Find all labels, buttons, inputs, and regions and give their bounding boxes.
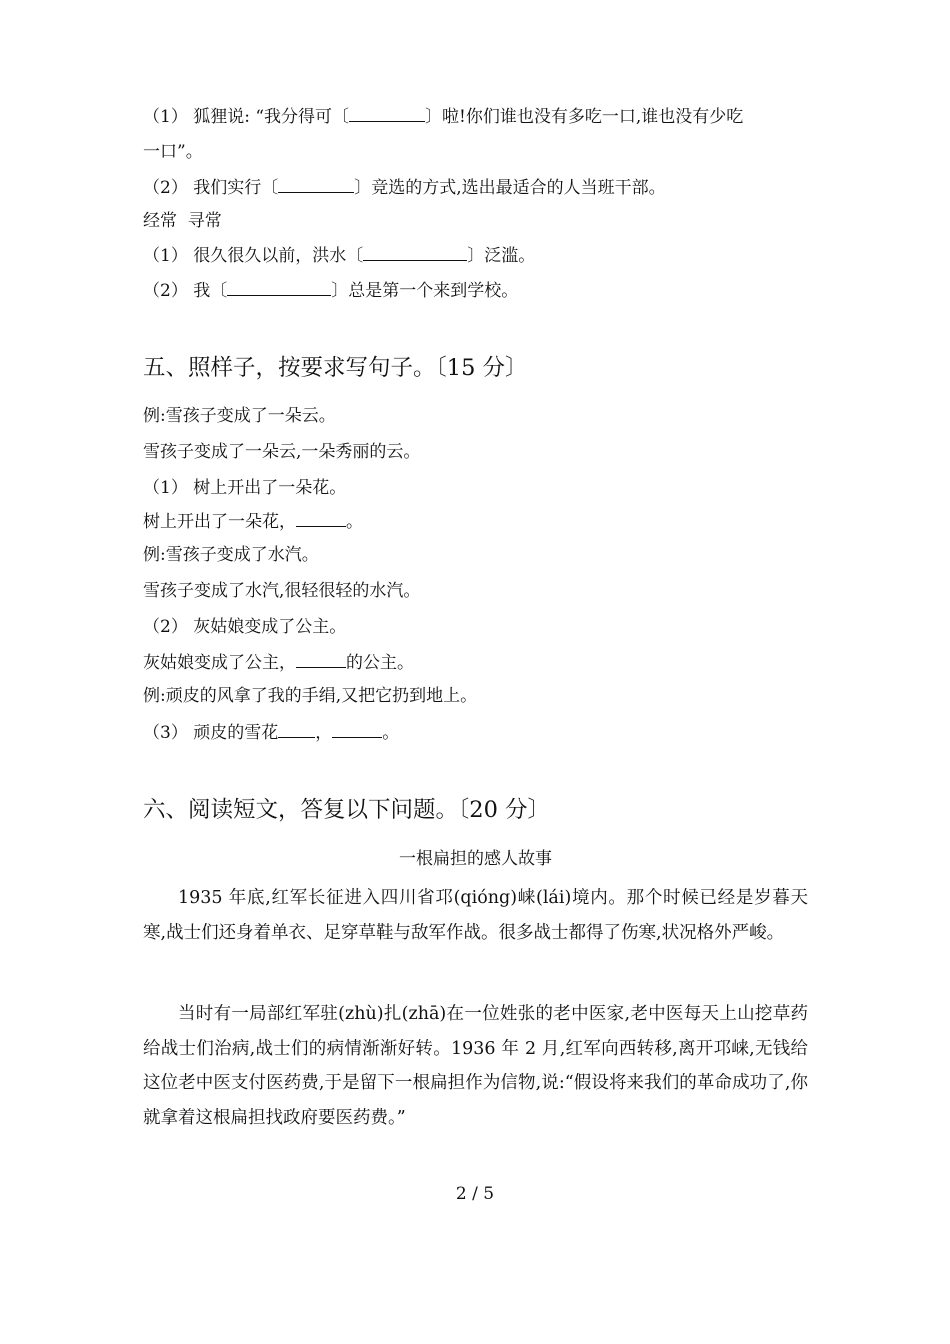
answer-blank[interactable] <box>349 104 425 122</box>
question-text: 。 <box>382 723 400 743</box>
answer-blank[interactable] <box>227 278 331 296</box>
answer-line <box>143 509 808 534</box>
question-text: 〕泛滥。 <box>467 246 536 266</box>
example-answer: 雪孩子变成了水汽,很轻很轻的水汽。 <box>143 581 421 601</box>
question-text: 〕总是第一个来到学校。 <box>331 281 519 301</box>
example-line: 例:顽皮的风拿了我的手绢,又把它扔到地上。 <box>143 686 478 706</box>
word-pair <box>143 209 808 233</box>
answer-blank[interactable] <box>278 175 354 193</box>
question-line <box>143 175 808 200</box>
question-text: （3） 顽皮的雪花 <box>143 723 279 743</box>
answer-blank[interactable] <box>363 243 467 261</box>
example-line: 例:雪孩子变成了水汽。 <box>143 545 319 565</box>
answer-blank[interactable] <box>296 509 346 527</box>
answer-blank[interactable] <box>332 720 382 738</box>
question-line <box>143 243 808 268</box>
answer-blank[interactable] <box>296 650 346 668</box>
answer-text: 。 <box>346 512 363 532</box>
question-text: （2） 我〔 <box>143 281 228 301</box>
section-heading: 六、阅读短文，答复以下问题。〔20 分〕 <box>143 797 551 823</box>
answer-text: 的公主。 <box>346 653 414 673</box>
word-pair-text: 经常 寻常 <box>143 211 222 231</box>
question-text: 〕竞选的方式,选出最适合的人当班干部。 <box>354 178 666 198</box>
question-text: ， <box>315 723 333 743</box>
answer-line <box>143 650 808 675</box>
question-line: （1） 树上开出了一朵花。 <box>143 478 347 498</box>
answer-text: 灰姑娘变成了公主， <box>143 653 296 673</box>
section-heading: 五、照样子，按要求写句子。〔15 分〕 <box>143 355 528 381</box>
story-title: 一根扁担的感人故事 <box>399 849 552 869</box>
question-text: 一口”。 <box>143 142 203 162</box>
question-line <box>143 104 808 129</box>
question-line <box>143 140 808 164</box>
question-text: （1） 很久很久以前，洪水〔 <box>143 246 364 266</box>
example-answer: 雪孩子变成了一朵云,一朵秀丽的云。 <box>143 442 421 462</box>
question-text: （1） 狐狸说: “我分得可〔 <box>143 107 350 127</box>
question-line <box>143 278 808 303</box>
answer-blank[interactable] <box>278 720 315 738</box>
question-line: （2） 灰姑娘变成了公主。 <box>143 617 347 637</box>
question-text: （2） 我们实行〔 <box>143 178 279 198</box>
question-line <box>143 720 808 745</box>
question-text: 〕啦!你们谁也没有多吃一口,谁也没有少吃 <box>425 107 744 127</box>
answer-text: 树上开出了一朵花， <box>143 512 296 532</box>
story-paragraph: 当时有一局部红军驻(zhù)扎(zhā)在一位姓张的老中医家,老中医每天上山挖草药给战士们治病,战士们的病情渐渐好转。1936 年 2 月,红军向西转移,离开邛崃,无钱给这位老中医支付医药费,于是留下一根扁担作为信物,说:“假设将来我们的革命成功了,你就拿着这根扁担找政府要医药费。” <box>143 1004 808 1128</box>
page-number: 2 / 5 <box>455 1184 495 1204</box>
story-paragraph: 1935 年底,红军长征进入四川省邛(qióng)崃(lái)境内。那个时候已经是岁暮天寒,战士们还身着单衣、足穿草鞋与敌军作战。很多战士都得了伤寒,状况格外严峻。 <box>143 888 808 943</box>
example-line: 例:雪孩子变成了一朵云。 <box>143 406 336 426</box>
